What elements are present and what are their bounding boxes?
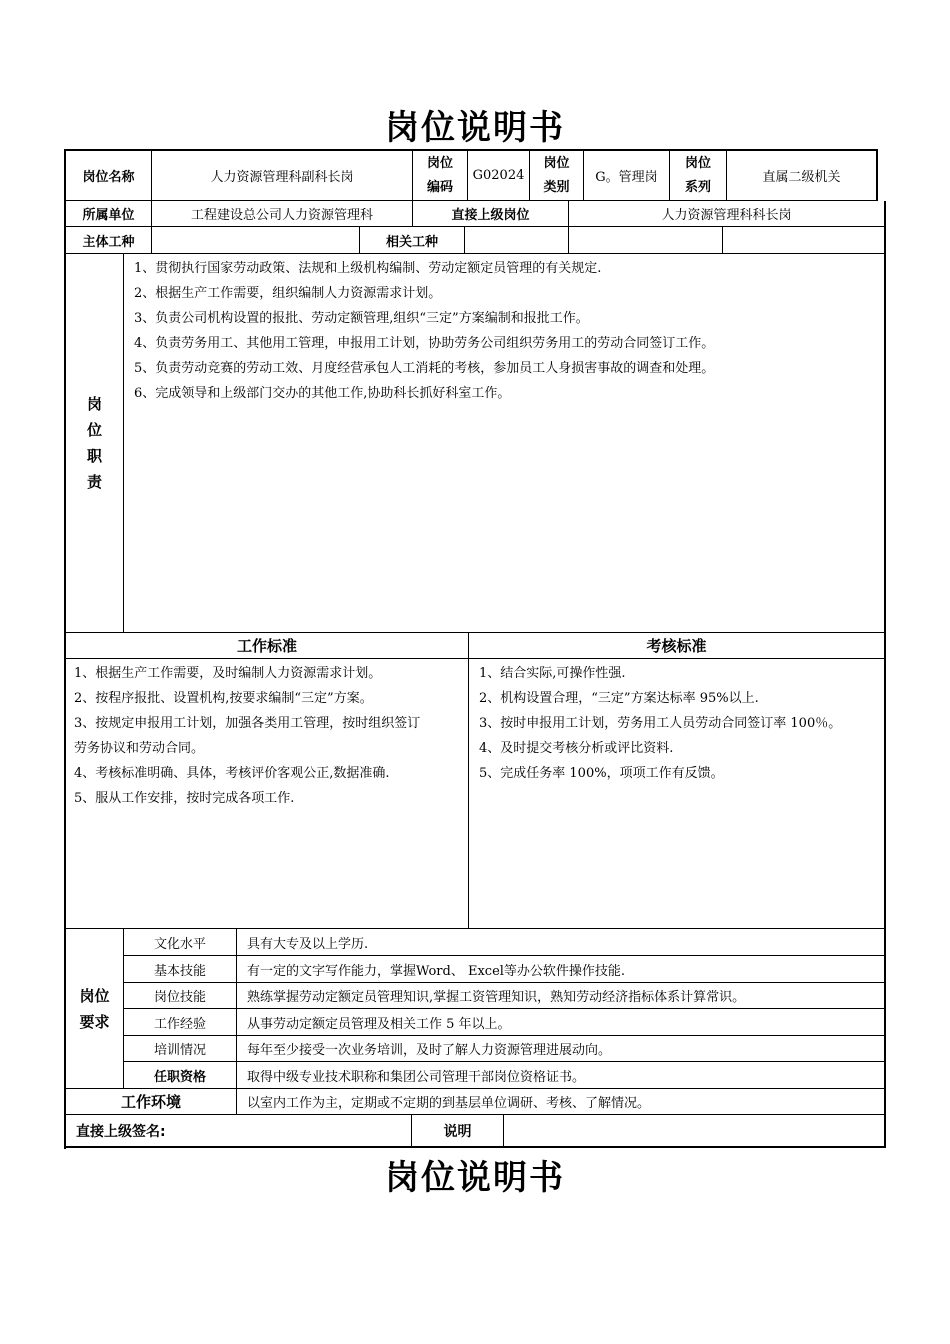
job-category-label: 岗位 类别 [530,151,584,201]
req-label-job-skills: 岗位技能 [124,983,237,1009]
page-title: 岗位说明书 [385,108,565,148]
work-standard-item: 3、按规定申报用工计划，加强各类用工管理，按时组织签订 [74,716,421,731]
req-value-training: 每年至少接受一次业务培训，及时了解人力资源管理进展动向。 [237,1036,884,1062]
duty-item: 4、负责劳务用工、其他用工管理，申报用工计划，协助劳务公司组织劳务用工的劳动合同签订工作。 [134,336,715,351]
job-code-value: G02024 [468,151,530,201]
assessment-item: 4、及时提交考核分析或评比资料. [479,741,674,756]
unit-label: 所属单位 [66,201,152,227]
work-standard-item: 劳务协议和劳动合同。 [74,741,205,756]
req-label-training: 培训情况 [124,1036,237,1062]
duty-item: 3、负责公司机构设置的报批、劳动定额管理,组织“三定”方案编制和报批工作。 [134,311,589,326]
req-label-education: 文化水平 [124,929,237,956]
duty-item: 1、贯彻执行国家劳动政策、法规和上级机构编制、劳动定额定员管理的有关规定. [134,261,602,276]
duties-list [134,256,714,406]
job-category-value: G。管理岗 [584,151,670,201]
assessment-standard-list [479,661,841,786]
related-work-extra-2 [723,227,884,254]
req-label-qualification: 任职资格 [124,1062,237,1089]
work-standard-list [74,661,420,811]
job-series-label: 岗位 系列 [670,151,727,201]
related-work-label: 相关工种 [360,227,465,254]
environment-value: 以室内工作为主，定期或不定期的到基层单位调研、考核、了解情况。 [237,1089,884,1115]
superior-value: 人力资源管理科科长岗 [569,201,884,227]
assessment-item: 2、机构设置合理，“三定”方案达标率 95%以上. [479,691,759,706]
req-value-experience: 从事劳动定额定员管理及相关工作 5 年以上。 [237,1009,884,1036]
related-work-extra-1 [569,227,723,254]
main-work-value [152,227,360,254]
req-value-basic-skills: 有一定的文字写作能力，掌握Word、 Excel等办公软件操作技能. [237,956,884,983]
superior-label: 直接上级岗位 [413,201,569,227]
duty-item: 2、根据生产工作需要，组织编制人力资源需求计划。 [134,286,442,301]
work-standard-item: 4、考核标准明确、具体，考核评价客观公正,数据准确. [74,766,390,781]
footer-title: 岗位说明书 [385,1158,565,1198]
related-work-value [465,227,569,254]
unit-value: 工程建设总公司人力资源管理科 [152,201,413,227]
req-label-basic-skills: 基本技能 [124,956,237,983]
req-value-job-skills: 熟练掌握劳动定额定员管理知识,掌握工资管理知识，熟知劳动经济指标体系计算常识。 [237,983,884,1009]
note-label: 说明 [412,1115,504,1146]
requirements-label: 岗位 要求 [66,929,124,1089]
duty-item: 6、完成领导和上级部门交办的其他工作,协助科长抓好科室工作。 [134,386,511,401]
assessment-standard-label: 考核标准 [469,633,884,659]
job-name-label: 岗位名称 [66,151,152,201]
job-name-value: 人力资源管理科副科长岗 [152,151,413,201]
assessment-item: 3、按时申报用工计划，劳务用工人员劳动合同签订率 100％。 [479,716,842,731]
req-label-experience: 工作经验 [124,1009,237,1036]
duty-item: 5、负责劳动竞赛的劳动工效、月度经营承包人工消耗的考核，参加员工人身损害事故的调查和处理。 [134,361,715,376]
job-code-label: 岗位 编码 [413,151,468,201]
work-standard-item: 5、服从工作安排，按时完成各项工作. [74,791,295,806]
assessment-item: 5、完成任务率 100%，项项工作有反馈。 [479,766,724,781]
main-work-label: 主体工种 [66,227,152,254]
environment-label: 工作环境 [66,1089,237,1115]
assessment-item: 1、结合实际,可操作性强. [479,666,626,681]
req-value-qualification: 取得中级专业技术职称和集团公司管理干部岗位资格证书。 [237,1062,884,1089]
signature-label: 直接上级签名: [66,1115,412,1146]
signature-value[interactable] [504,1115,884,1146]
req-value-education: 具有大专及以上学历. [237,929,884,956]
work-standard-item: 2、按程序报批、设置机构,按要求编制“三定”方案。 [74,691,373,706]
duties-label: 岗 位 职 责 [66,254,124,633]
work-standard-label: 工作标准 [66,633,469,659]
job-series-value: 直属二级机关 [727,151,876,201]
work-standard-item: 1、根据生产工作需要，及时编制人力资源需求计划。 [74,666,382,681]
